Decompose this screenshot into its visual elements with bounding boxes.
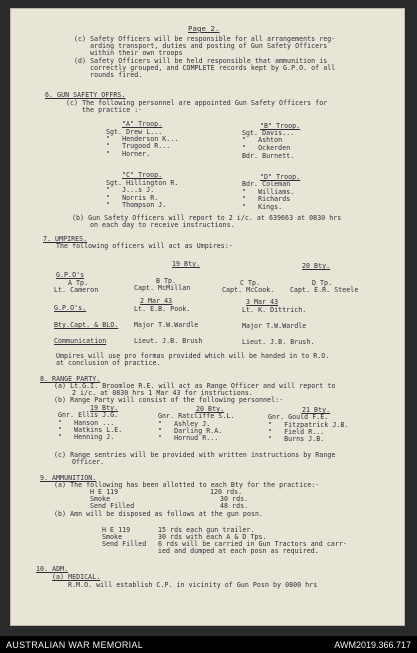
d-tp-label: D Tp. <box>312 279 333 287</box>
archive-name: AUSTRALIAN WAR MEMORIAL <box>6 640 144 650</box>
ammo-type: H E 119 <box>102 526 131 534</box>
intro-line: within their own troops <box>74 49 183 57</box>
text-line: (b) Amn will be disposed as follows at the gun posn. <box>54 510 264 518</box>
text-line: at conclusion of practice. <box>56 359 161 367</box>
troop-c-member: " Norris R. <box>106 194 159 202</box>
troop-d-member: Bdr. Coleman <box>242 180 291 188</box>
umpire-date: 2 Mar 43 <box>140 297 173 305</box>
text-line: The following officers will act as Umpires:- <box>56 242 233 250</box>
troop-a-member: Sgt. Drew L... <box>106 128 163 136</box>
text-line: (a) Lt.G.I. Broomloe R.E. will act as Range Officer and will report to <box>54 382 336 390</box>
troop-b-member: Sgt. Davis... <box>242 129 295 137</box>
section-heading: 8. RANGE PARTY. <box>40 375 101 383</box>
range-19-member: " Hanson ... <box>58 419 115 427</box>
range-20-member: " Ashley J. <box>158 420 211 428</box>
section-heading: 9. AMMUNITION. <box>40 474 97 482</box>
range-19-member: " Henning J. <box>58 433 115 441</box>
range-20-heading: 20 Bty. <box>196 405 225 413</box>
gpo-officer: Lt. K. Dittrich. <box>242 306 307 314</box>
comms-officer: Lieut. J.B. Brush <box>134 337 203 345</box>
bty-capt-officer: Major T.W.Wardle <box>134 321 199 329</box>
gpo-label: G.P.O's. <box>54 304 87 312</box>
text-line: on each day to receive instructions. <box>90 221 235 229</box>
ammo-disposal: 6 rds will be carried in Gun Tractors and carr- <box>158 540 347 548</box>
ammo-disposal: 15 rds each gun trailer. <box>158 526 255 534</box>
range-21-member: " Burns J.B. <box>268 435 325 443</box>
range-21-member: " Field R... <box>268 428 325 436</box>
range-20-member: " Darling R.A. <box>158 427 223 435</box>
troop-d-member: " Richards <box>242 195 291 203</box>
b-tp-label: B Tp. <box>156 277 177 285</box>
comms-officer: Lieut. J.B. Brush. <box>242 338 315 346</box>
a-tp-label: A Tp. <box>68 279 89 287</box>
range-19-member: " Watkins L.E. <box>58 426 123 434</box>
bty-19-label: 19 Bty. <box>172 260 201 268</box>
text-line: (c) Range sentries will be provided with written instructions by Range <box>54 451 336 459</box>
ammo-type: Smoke <box>102 533 123 541</box>
gpo-officer: Lt. E.B. Pook. <box>134 305 191 313</box>
c-tp-label: C Tp. <box>240 279 261 287</box>
section-heading: 7. UMPIRES. <box>43 235 88 243</box>
troop-c-member: Sgt. Hillington R. <box>106 179 179 187</box>
comms-label: Communication <box>54 337 107 345</box>
ammo-disposal: ied and dumped at each posn as required. <box>158 547 319 555</box>
text-line: (c) The following personnel are appointed Gun Safety Officers for <box>66 99 328 107</box>
troop-b-heading: "B" Troop. <box>260 122 301 130</box>
range-21-heading: 21 Bty. <box>302 406 331 414</box>
b-tp-name: Capt. McMillan <box>134 284 191 292</box>
troop-a-heading: "A" Troop. <box>122 120 163 128</box>
intro-line: (c) Safety Officers will be responsible for all arrangements reg- <box>74 35 336 43</box>
d-tp-name: Capt. E.R. Steele <box>290 286 359 294</box>
archive-reference: AWM2019.366.717 <box>334 640 411 650</box>
ammo-type: H E 119 <box>90 488 119 496</box>
intro-line: arding transport, duties and posting of Gun Safety Officers <box>74 42 328 50</box>
range-21-member: " Fitzpatrick J.B. <box>268 421 349 429</box>
text-line: (b) Range Party will consist of the following personnel:- <box>54 396 284 404</box>
bty-capt-label: Bty.Capt. & BLO. <box>54 321 119 329</box>
troop-a-member: " Horner. <box>106 150 151 158</box>
a-tp-name: Lt. Cameron <box>54 286 99 294</box>
ammo-amount: 48 rds. <box>220 502 249 510</box>
range-20-member: " Hornud R... <box>158 434 219 442</box>
bty-capt-officer: Major T.W.Wardle <box>242 322 307 330</box>
troop-c-heading: "C" Troop. <box>122 171 163 179</box>
ammo-amount: 30 rds. <box>220 495 249 503</box>
troop-a-member: " Henderson K... <box>106 135 179 143</box>
section-heading: 10. ADM. <box>36 565 69 573</box>
troop-c-member: " Thompson J. <box>106 201 167 209</box>
ammo-type: Send Filled <box>90 502 135 510</box>
text-line: the practice :- <box>82 106 143 114</box>
text-line: (b) Gun Safety Officers will report to 2 i/c. at 639663 at 0830 hrs <box>72 214 342 222</box>
ammo-disposal: 30 rds with each A & D Tps. <box>158 533 267 541</box>
troop-a-member: " Trugood R... <box>106 142 171 150</box>
intro-line: (d) Safety Officers will be held responsible that ammunition is <box>74 57 328 65</box>
bty-20-label: 20 Bty. <box>302 262 331 270</box>
document-page <box>10 8 405 626</box>
ammo-type: Send Filled <box>102 540 147 548</box>
ammo-type: Smoke <box>90 495 111 503</box>
page-title: Page 2. <box>188 24 220 33</box>
intro-line: correctly grouped, and COMPLETE records kept by G.P.O. of all <box>74 64 336 72</box>
text-line: Officer. <box>72 458 105 466</box>
archive-footer <box>0 636 417 653</box>
troop-c-member: " J...s J. <box>106 186 155 194</box>
troop-d-heading: "D" Troop. <box>260 173 301 181</box>
text-line: 2 i/c. at 0830 hrs 1 Mar 43 for instructions. <box>72 389 253 397</box>
troop-d-member: " Kings. <box>242 203 283 211</box>
troop-b-member: " Ashton <box>242 136 283 144</box>
troop-b-member: " Ockerden <box>242 144 291 152</box>
gpo-label: G.P.O's <box>56 271 85 279</box>
range-20-member: Gnr. Ratcliffe S.L. <box>158 412 235 420</box>
intro-line: rounds fired. <box>74 71 143 79</box>
text-line: R.M.O. will establish C.P. in vicinity of Gun Posn by 0800 hrs <box>68 581 318 589</box>
c-tp-name: Capt. McCook. <box>222 286 275 294</box>
umpire-date: 3 Mar 43 <box>246 298 279 306</box>
range-19-member: Gnr. Ellis J.G. <box>58 411 119 419</box>
range-19-heading: 19 Bty. <box>90 404 119 412</box>
text-line: Umpires will use pro formas provided which will be handed in to R.O. <box>56 352 330 360</box>
section-heading: 6. GUN SAFETY OFFRS. <box>45 91 126 99</box>
ammo-amount: 120 rds. <box>210 488 243 496</box>
text-line: (a) The following has been allotted to each Bty for the practice:- <box>54 481 320 489</box>
subsection-heading: (a) MEDICAL. <box>52 573 101 581</box>
troop-d-member: " Williams. <box>242 188 295 196</box>
range-21-member: Gnr. Gould F.E. <box>268 413 329 421</box>
troop-b-member: Bdr. Burnett. <box>242 152 295 160</box>
